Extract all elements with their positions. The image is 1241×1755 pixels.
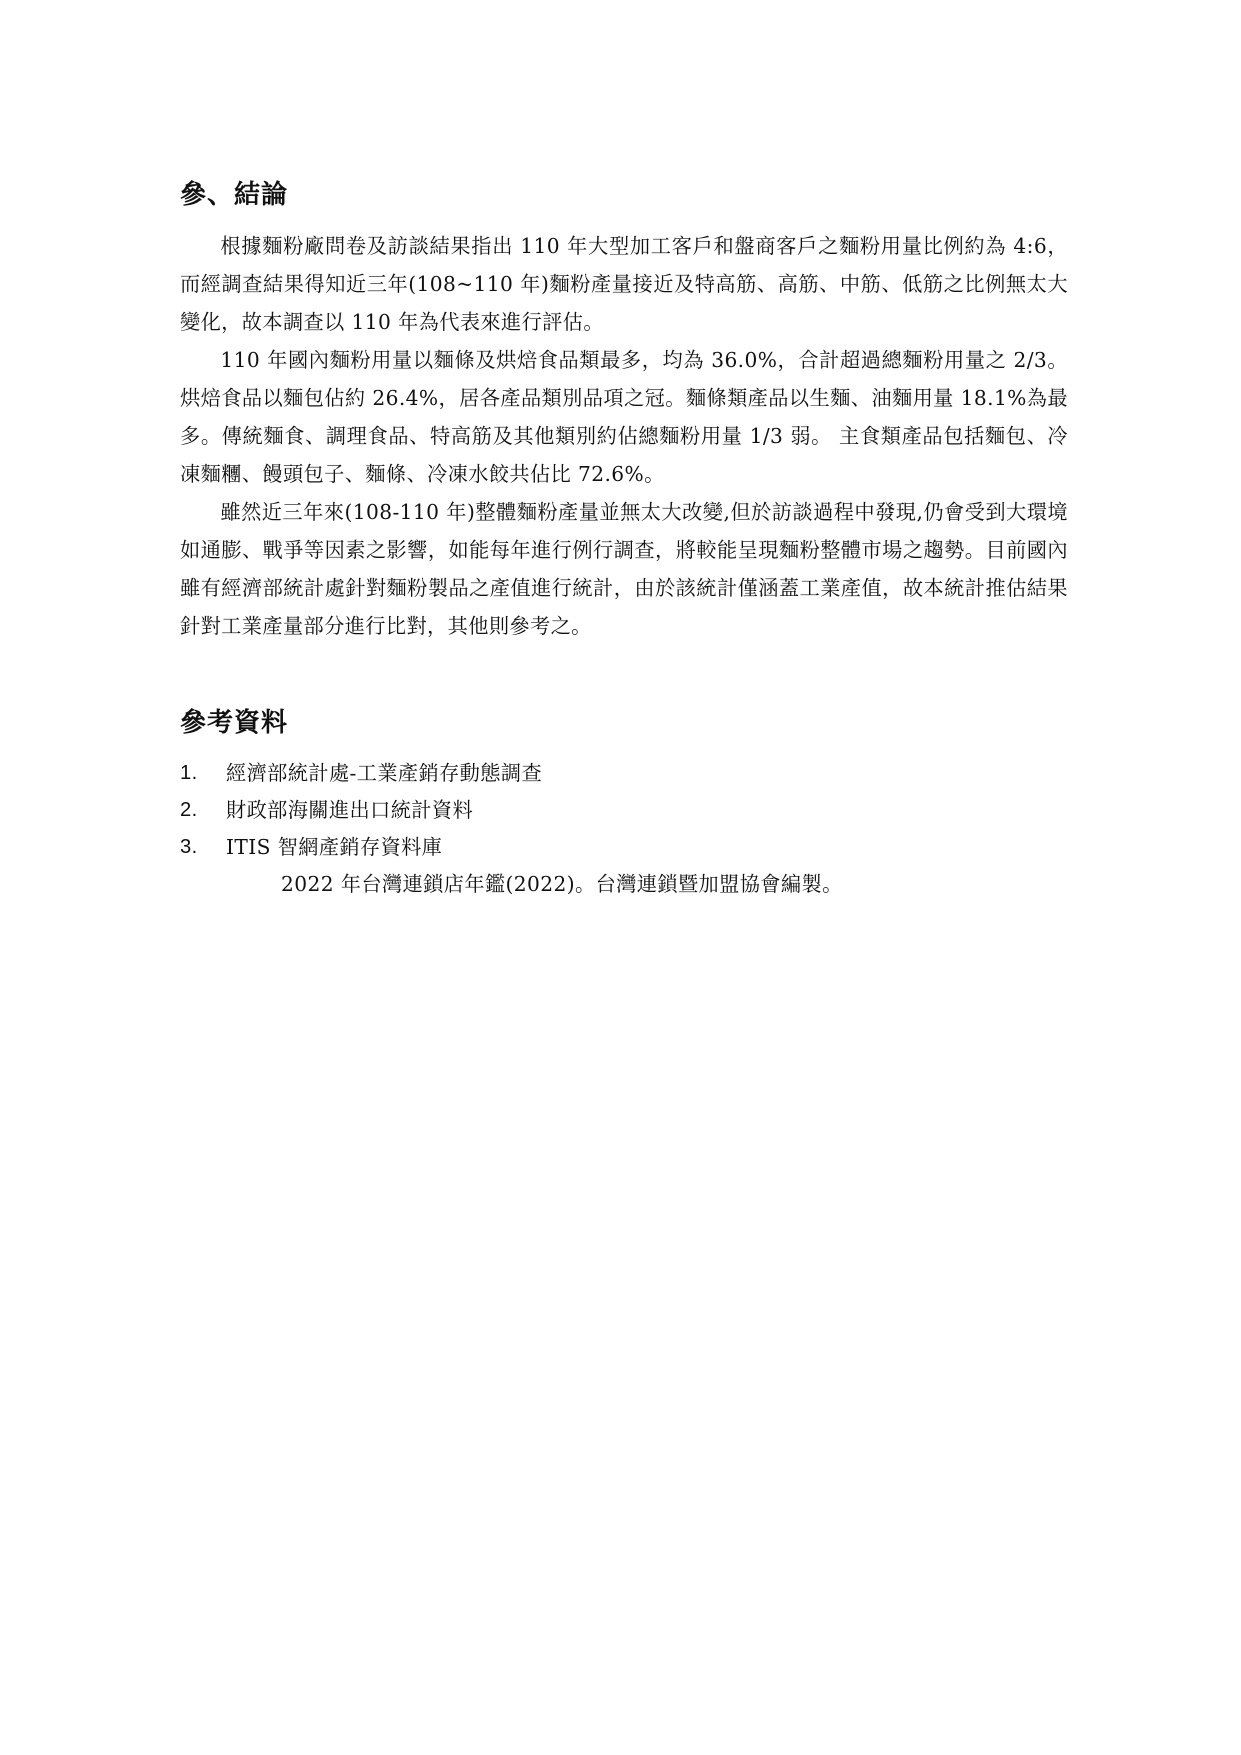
reference-text: 財政部海關進出口統計資料 [226, 798, 474, 822]
references-heading: 參考資料 [180, 708, 289, 738]
reference-item [180, 829, 1068, 866]
reference-text: ITIS 智網產銷存資料庫 [226, 835, 443, 859]
reference-extra-line: 2022 年台灣連鎖店年鑑(2022)。台灣連鎖暨加盟協會編製。 [281, 872, 843, 896]
conclusion-paragraph-2: 110 年國內麵粉用量以麵條及烘焙食品類最多，均為 36.0%，合計超過總麵粉用量之 2/3。烘焙食品以麵包佔約 26.4%，居各產品類別品項之冠。麵條類產品以生麵、油麵用量 18.1%為最多。傳統麵食、調理食品、特高筋及其他類別約佔總麵粉用量 1/3 弱。 主食類產品包括麵包、冷凍麵糰、饅頭包子、麵條、冷凍水餃共佔比 72.6%。 [180, 348, 1068, 486]
reference-number: 1. [180, 762, 198, 784]
reference-item [180, 792, 1068, 829]
reference-number: 3. [180, 836, 198, 858]
page-content [180, 175, 1068, 903]
references-list [180, 755, 1068, 866]
reference-text: 經濟部統計處-工業產銷存動態調查 [226, 761, 543, 785]
reference-number: 2. [180, 799, 198, 821]
conclusion-heading: 參、結論 [180, 180, 289, 210]
reference-item [180, 755, 1068, 792]
conclusion-paragraph-1: 根據麵粉廠問卷及訪談結果指出 110 年大型加工客戶和盤商客戶之麵粉用量比例約為 4:6，而經調查結果得知近三年(108~110 年)麵粉產量接近及特高筋、高筋、中筋、低筋之比例無太大變化，故本調查以 110 年為代表來進行評估。 [180, 234, 1068, 334]
conclusion-paragraph-3: 雖然近三年來(108-110 年)整體麵粉產量並無太大改變,但於訪談過程中發現,仍會受到大環境如通膨、戰爭等因素之影響，如能每年進行例行調查，將較能呈現麵粉整體市場之趨勢。目前國內雖有經濟部統計處針對麵粉製品之產值進行統計，由於該統計僅涵蓋工業產值，故本統計推估結果針對工業產量部分進行比對，其他則參考之。 [180, 500, 1068, 638]
